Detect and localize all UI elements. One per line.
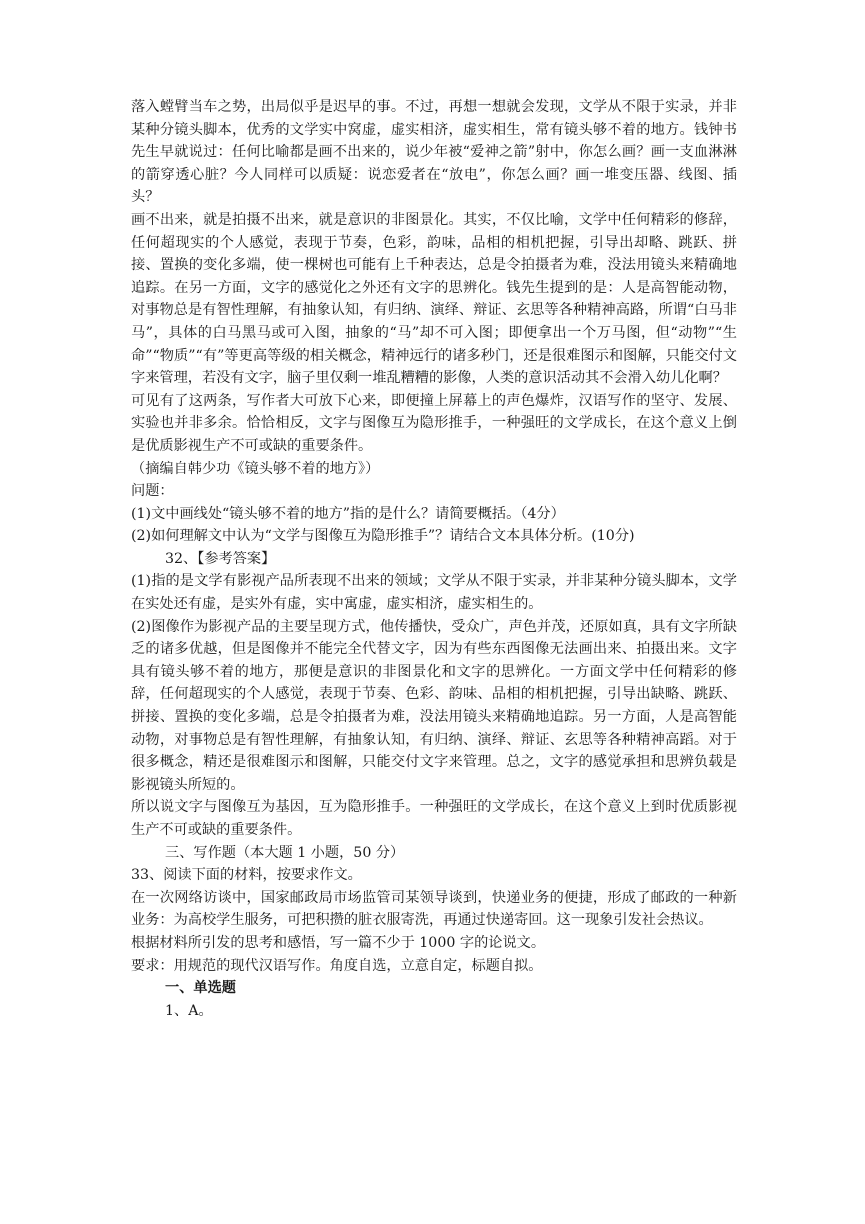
answer-heading: 32、【参考答案】 [165, 550, 276, 567]
answer-2: (2)图像作为影视产品的主要呈现方式，他传播快，受众广，声色并茂，还原如真，具有文字所缺乏的诸多优越，但是图像并不能完全代替文字，因为有些东西图像无法画出来、拍摄出来。文字具有镜头够不着的地方，那便是意识的非图景化和文字的思辨化。一方面文学中任何精彩的修辞，任何超现实的个人感觉，表现于节奏、色彩、韵味、品相的相机把握，引导出缺略、跳跃、拼接、置换的变化多端，总是令拍摄者为难，没法用镜头来精确地追踪。另一方面，人是高智能动物，对事物总是有智性理解，有抽象认知，有归纳、演绎、辩证、玄思等各种精神高蹈。对于很多概念，精还是很难图示和图解，只能交付文字来管理。总之，文字的感觉承担和思辨负载是影视镜头所短的。 [131, 618, 737, 793]
writing-requirements: 要求：用规范的现代汉语写作。角度自选，立意自定，标题自拟。 [131, 957, 543, 974]
writing-instruction: 根据材料所引发的思考和感悟，写一篇不少于 1000 字的论说文。 [131, 934, 546, 951]
question-1: (1)文中画线处“镜头够不着的地方”指的是什么？请简要概括。（4分） [131, 505, 565, 522]
section-heading-writing: 三、写作题（本大题 1 小题，50 分） [165, 844, 405, 861]
question-2: (2)如何理解文中认为“文学与图像互为隐形推手”？请结合文本具体分析。(10分) [131, 528, 635, 545]
body-paragraph: 落入螳臂当车之势，出局似乎是迟早的事。不过，再想一想就会发现，文学从不限于实录，并非某种分镜头脚本，优秀的文学实中窝虚，虚实相济，虚实相生，常有镜头够不着的地方。钱钟书先生早就说过：任何比喻都是画不出来的，说少年被“爱神之箭”射中，你怎么画？画一支血淋淋的箭穿透心脏？今人同样可以质疑：说恋爱者在“放电”，你怎么画？画一堆变压器、线图、插头？ [131, 99, 737, 206]
source-citation: （摘编自韩少功《镜头够不着的地方》） [131, 460, 380, 477]
questions-label: 问题： [131, 483, 174, 500]
material-text: 在一次网络访谈中，国家邮政局市场监管司某领导谈到，快递业务的便捷，形成了邮政的一种新业务：为高校学生服务，可把积攒的脏衣服寄洗，再通过快递寄回。这一现象引发社会热议。 [131, 889, 737, 929]
document-page [131, 96, 737, 1022]
answer-2-conclusion: 所以说文字与图像互为基因，互为隐形推手。一种强旺的文学成长，在这个意义上到时优质影视生产不可或缺的重要条件。 [131, 799, 737, 838]
question-33: 33、阅读下面的材料，按要求作文。 [131, 867, 362, 884]
answer-1: (1)指的是文学有影视产品所表现不出来的领域；文学从不限于实录，并非某种分镜头脚本，文学在实处还有虚，是实外有虚，实中寓虚，虚实相济，虚实相生的。 [131, 573, 737, 613]
section-heading-single-choice: 一、单选题 [165, 980, 236, 997]
body-paragraph: 画不出来，就是拍摄不出来，就是意识的非图景化。其实，不仅比喻，文学中任何精彩的修辞，任何超现实的个人感觉，表现于节奏，色彩，韵味，品相的相机把握，引导出却略、跳跃、拼接、置换的变化多端，使一棵树也可能有上千种表达，总是令拍摄者为难，没法用镜头来精确地追踪。在另一方面，文字的感觉化之外还有文字的思辨化。钱先生提到的是：人是高智能动物，对事物总是有智性理解，有抽象认知，有归纳、演绎、辩证、玄思等各种精神高路，所谓“白马非马”，具体的白马黑马或可入图，抽象的“马”却不可入图；即便拿出一个万马图，但“动物”“生命”“物质”“有”等更高等级的相关概念，精神远行的诸多秒门，还是很难图示和图解，只能交付文字来管理，若没有文字，脑子里仅剩一堆乱糟糟的影像，人类的意识活动其不会滑入幼儿化啊？ [131, 211, 737, 387]
body-paragraph: 可见有了这两条，写作者大可放下心来，即便撞上屏幕上的声色爆炸，汉语写作的坚守、发展、实验也并非多余。恰恰相反，文字与图像互为隐形推手，一种强旺的文学成长，在这个意义上倒是优质影视生产不可或缺的重要条件。 [131, 392, 737, 454]
answer-item-1: 1、A。 [165, 1002, 213, 1019]
